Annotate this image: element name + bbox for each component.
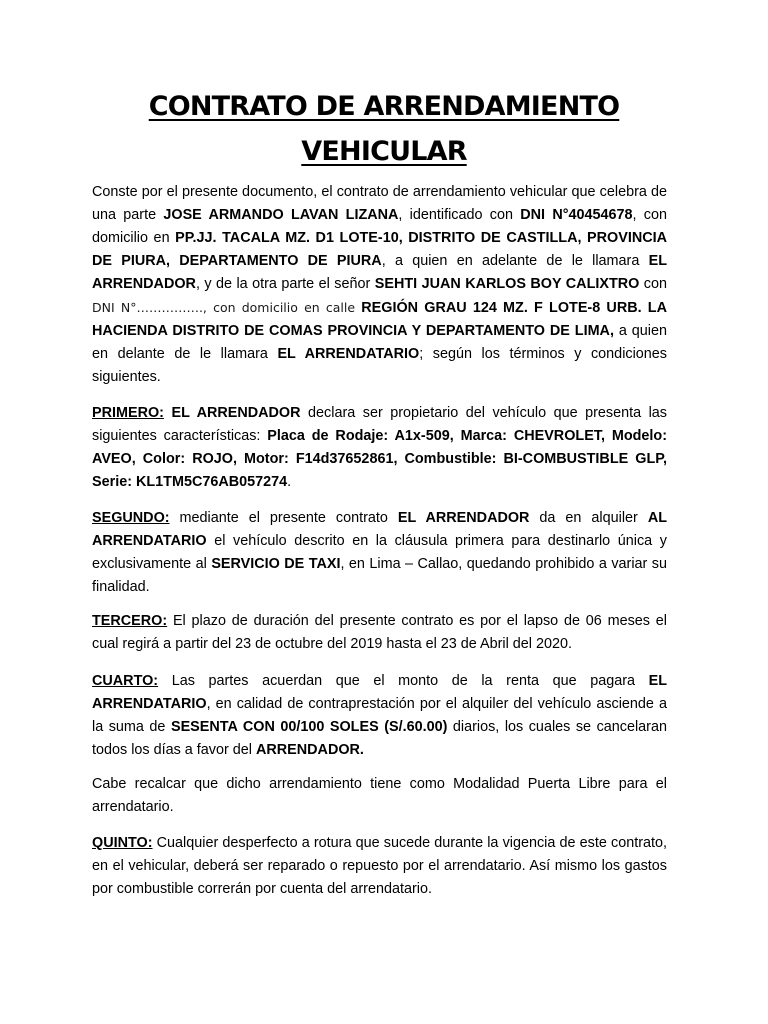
vehicle-specs: Placa de Rodaje: A1x-509, Marca: CHEVROLET, Modelo: AVEO, Color: ROJO, Motor: F14d37652861, Combustible: BI-COMBUSTIBLE GLP, Serie: KL1TM5C76AB057274	[92, 428, 667, 490]
document-title-line-1	[92, 93, 676, 120]
intro-text: a quien en delante de le llamara	[92, 323, 667, 362]
clause-party: EL ARRENDADOR	[397, 510, 530, 526]
clause-text: El plazo de duración del presente contrato es por el lapso de 06 meses el cual regirá a partir del 23 de octubre del 2019 hasta el 23 de Abril del 2020.	[92, 613, 667, 652]
clause-heading: TERCERO:	[92, 613, 168, 629]
service-type: SERVICIO DE TAXI	[211, 556, 341, 572]
rent-amount: SESENTA CON 00/100 SOLES (S/.60.00)	[170, 719, 448, 735]
clause-text: mediante el presente contrato	[169, 510, 398, 526]
clause-quinto	[92, 832, 667, 901]
lessee-role: EL ARRENDATARIO	[277, 346, 420, 362]
intro-text: Conste por el presente documento, el contrato de arrendamiento vehicular que celebra de una parte	[92, 184, 667, 223]
document-title-text-1: CONTRATO DE ARRENDAMIENTO	[148, 91, 620, 122]
note-text: Cabe recalcar que dicho arrendamiento tiene como Modalidad Puerta Libre para el arrendatario.	[92, 776, 667, 815]
clause-primero	[92, 402, 667, 494]
intro-text: , a quien en adelante de le llamara	[381, 253, 649, 269]
lessor-name: JOSE ARMANDO LAVAN LIZANA	[163, 207, 399, 223]
lessee-dni: DNI N°……………., con domicilio en calle	[92, 300, 356, 315]
clause-tercero	[92, 610, 667, 656]
clause-party: ARRENDADOR.	[256, 742, 364, 758]
clause-party: EL ARRENDADOR	[171, 405, 301, 421]
intro-text: , con domicilio en	[92, 207, 667, 246]
document-title-line-2	[92, 138, 676, 165]
clause-text: Cualquier desperfecto a rotura que sucede durante la vigencia de este contrato, en el vehicular, deberá ser reparado o repuesto por el arrendatario. Así mismo los gastos por combustible correrán por cuenta del arrendatario.	[92, 835, 667, 897]
clause-segundo	[92, 507, 667, 599]
clause-cuarto	[92, 670, 667, 762]
intro-text: , identificado con	[398, 207, 521, 223]
lessee-address: REGIÓN GRAU 124 MZ. F LOTE-8 URB. LA HACIENDA DISTRITO DE COMAS PROVINCIA Y DEPARTAMENTO DE LIMA,	[92, 300, 667, 339]
lessor-address: PP.JJ. TACALA MZ. D1 LOTE-10, DISTRITO DE CASTILLA, PROVINCIA DE PIURA, DEPARTAMENTO DE PIURA	[92, 230, 667, 269]
clause-heading: CUARTO:	[92, 673, 159, 689]
intro-text: , y de la otra parte el señor	[195, 276, 375, 292]
clause-party: AL ARRENDATARIO	[92, 510, 667, 549]
intro-paragraph	[92, 181, 667, 389]
clause-text: , en calidad de contraprestación por el alquiler del vehículo asciende a la suma de	[92, 696, 667, 735]
clause-heading: QUINTO:	[92, 835, 153, 851]
intro-text: ; según los términos y condiciones siguientes.	[92, 346, 667, 385]
intro-text: con	[639, 276, 667, 292]
lessor-role: EL ARRENDADOR	[92, 253, 667, 292]
clause-text: , en Lima – Callao, quedando prohibido a variar su finalidad.	[92, 556, 667, 595]
clause-heading: SEGUNDO:	[92, 510, 170, 526]
clause-text: declara ser propietario del vehículo que presenta las siguientes características:	[92, 405, 668, 444]
clause-text: el vehículo descrito en la cláusula primera para destinarlo única y exclusivamente al	[92, 533, 667, 572]
lessee-name: SEHTI JUAN KARLOS BOY CALIXTRO	[374, 276, 640, 292]
clause-text: .	[287, 474, 292, 490]
clause-text: da en alquiler	[529, 510, 648, 526]
clause-text: diarios, los cuales se cancelaran todos los días a favor del	[92, 719, 667, 758]
clause-party: EL ARRENDATARIO	[92, 673, 667, 712]
document-title-text-2: VEHICULAR	[301, 136, 467, 167]
clause-text: Las partes acuerdan que el monto de la renta que pagara	[158, 673, 649, 689]
lessor-dni: DNI N°40454678	[520, 207, 633, 223]
clause-heading: PRIMERO:	[92, 405, 164, 421]
modality-note	[92, 773, 667, 819]
